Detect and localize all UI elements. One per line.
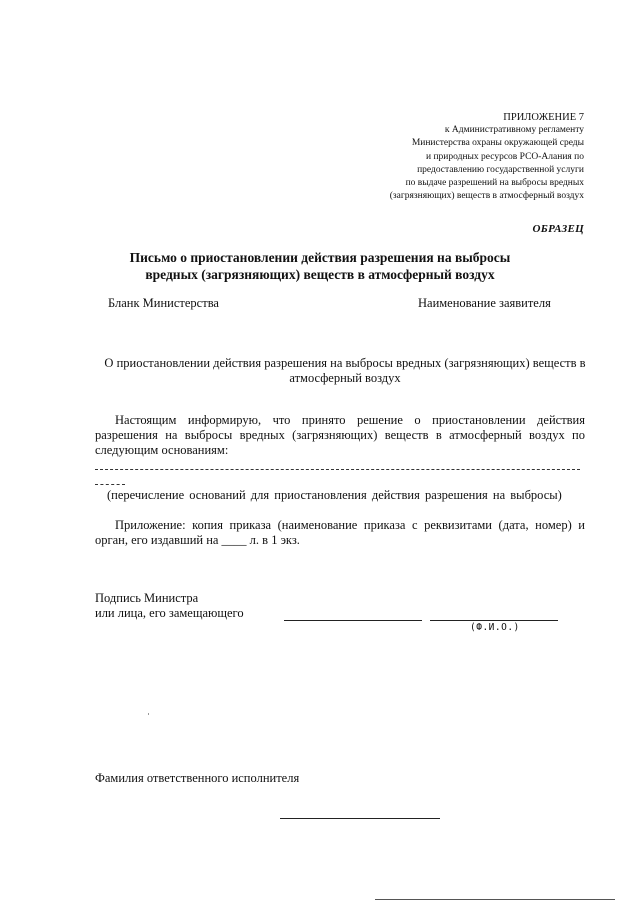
applicant-name-label: Наименование заявителя xyxy=(418,296,551,310)
fio-caption: (Ф.И.О.) xyxy=(470,622,520,633)
appendix-line: по выдаче разрешений на выбросы вредных xyxy=(405,178,584,189)
appendix-line: ПРИЛОЖЕНИЕ 7 xyxy=(503,112,584,123)
appendix-block xyxy=(390,111,584,203)
ministry-letterhead-label: Бланк Министерства xyxy=(108,296,219,310)
appendix-line: Министерства охраны окружающей среды xyxy=(411,138,584,149)
signature-label xyxy=(95,591,244,621)
letter-body: Настоящим информирую, что принято решение о приостановлении действия разрешения на выбросы вредных (загрязняющих) веществ в атмосферный воздух по следующим основаниям: xyxy=(95,413,585,457)
signature-line1: Подпись Министра xyxy=(95,591,199,605)
appendix-line: (загрязняющих) веществ в атмосферный воздух xyxy=(389,191,584,202)
appendix-line: к Административному регламенту xyxy=(444,125,584,136)
appendix-line: и природных ресурсов РСО-Алания по xyxy=(426,151,584,162)
scan-edge-line xyxy=(375,899,615,900)
executor-blank-line xyxy=(280,818,440,819)
grounds-blank-line-short xyxy=(95,484,125,485)
signature-blank-line xyxy=(284,620,422,621)
sample-label: ОБРАЗЕЦ xyxy=(532,223,584,235)
executor-label: Фамилия ответственного исполнителя xyxy=(95,771,300,785)
subject-line: О приостановлении действия разрешения на выбросы вредных (загрязняющих) веществ в xyxy=(104,356,586,370)
subject-line: атмосферный воздух xyxy=(289,371,401,385)
scan-speck xyxy=(148,713,149,715)
fio-blank-line xyxy=(430,620,558,621)
document-title xyxy=(110,249,530,283)
grounds-blank-line xyxy=(95,469,580,470)
appendix-line: предоставлению государственной услуги xyxy=(417,164,584,175)
signature-line2: или лица, его замещающего xyxy=(95,606,244,620)
title-line: вредных (загрязняющих) веществ в атмосферный воздух xyxy=(145,267,495,282)
grounds-enumeration-note: (перечисление оснований для приостановления действия разрешения на выбросы) xyxy=(107,488,562,502)
attachment-text: Приложение: копия приказа (наименование приказа с реквизитами (дата, номер) и орган, его издавший на ____ л. в 1 экз. xyxy=(95,518,585,547)
title-line: Письмо о приостановлении действия разрешения на выбросы xyxy=(129,250,511,265)
letter-subject xyxy=(90,356,600,386)
